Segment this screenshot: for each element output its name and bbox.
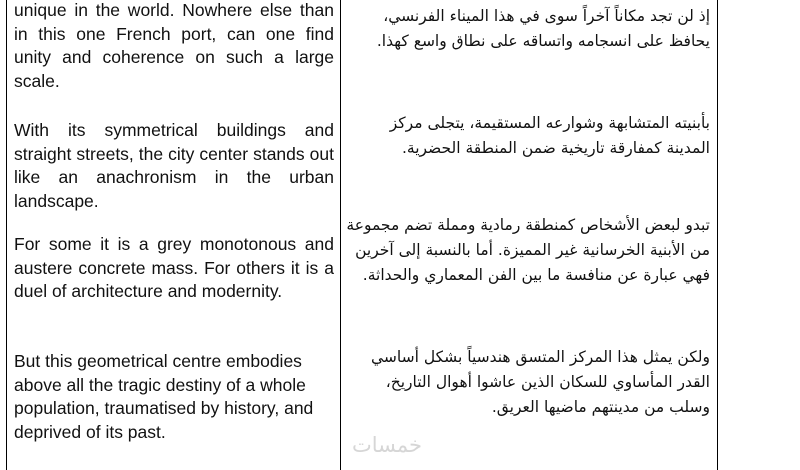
english-paragraph-2: With its symmetrical buildings and straight streets, the city center stands out like an anachronism in the urban landscape.: [14, 120, 334, 211]
english-paragraph-3: For some it is a grey monotonous and austere concrete mass. For others it is a duel of architecture and modernity.: [14, 234, 334, 301]
english-paragraph-4: But this geometrical centre embodies above all the tragic destiny of a whole population, traumatised by history, and deprived of its past.: [14, 351, 314, 442]
arabic-paragraph-4: ولكن يمثل هذا المركز المتسق هندسياً بشكل أساسي القدر المأساوي للسكان الذين عاشوا أهوال التاريخ، وسلب من مدينتهم ماضيها العريق.: [371, 348, 710, 416]
column-divider: [340, 0, 341, 470]
table-right-border: [717, 0, 718, 470]
arabic-paragraph-2: بأبنيته المتشابهة وشوارعه المستقيمة، يتجلى مركز المدينة كمفارقة تاريخية ضمن المنطقة الحضرية.: [389, 114, 710, 157]
arabic-paragraph-3: تبدو لبعض الأشخاص كمنطقة رمادية ومملة تضم مجموعة من الأبنية الخرسانية غير المميزة. أما بالنسبة إلى آخرين فهي عبارة عن منافسة ما بين الفن المعماري والحداثة.: [346, 216, 710, 284]
arabic-paragraph-1: إذ لن تجد مكاناً آخراً سوى في هذا الميناء الفرنسي، يحافظ على انسجامه واتساقه على نطاق واسع كهذا.: [376, 7, 710, 50]
table-left-border: [6, 0, 7, 470]
english-paragraph-1: unique in the world. Nowhere else than in this one French port, can one find unity and coherence on such a large scale.: [14, 0, 334, 91]
site-watermark: خمسات: [352, 433, 423, 457]
